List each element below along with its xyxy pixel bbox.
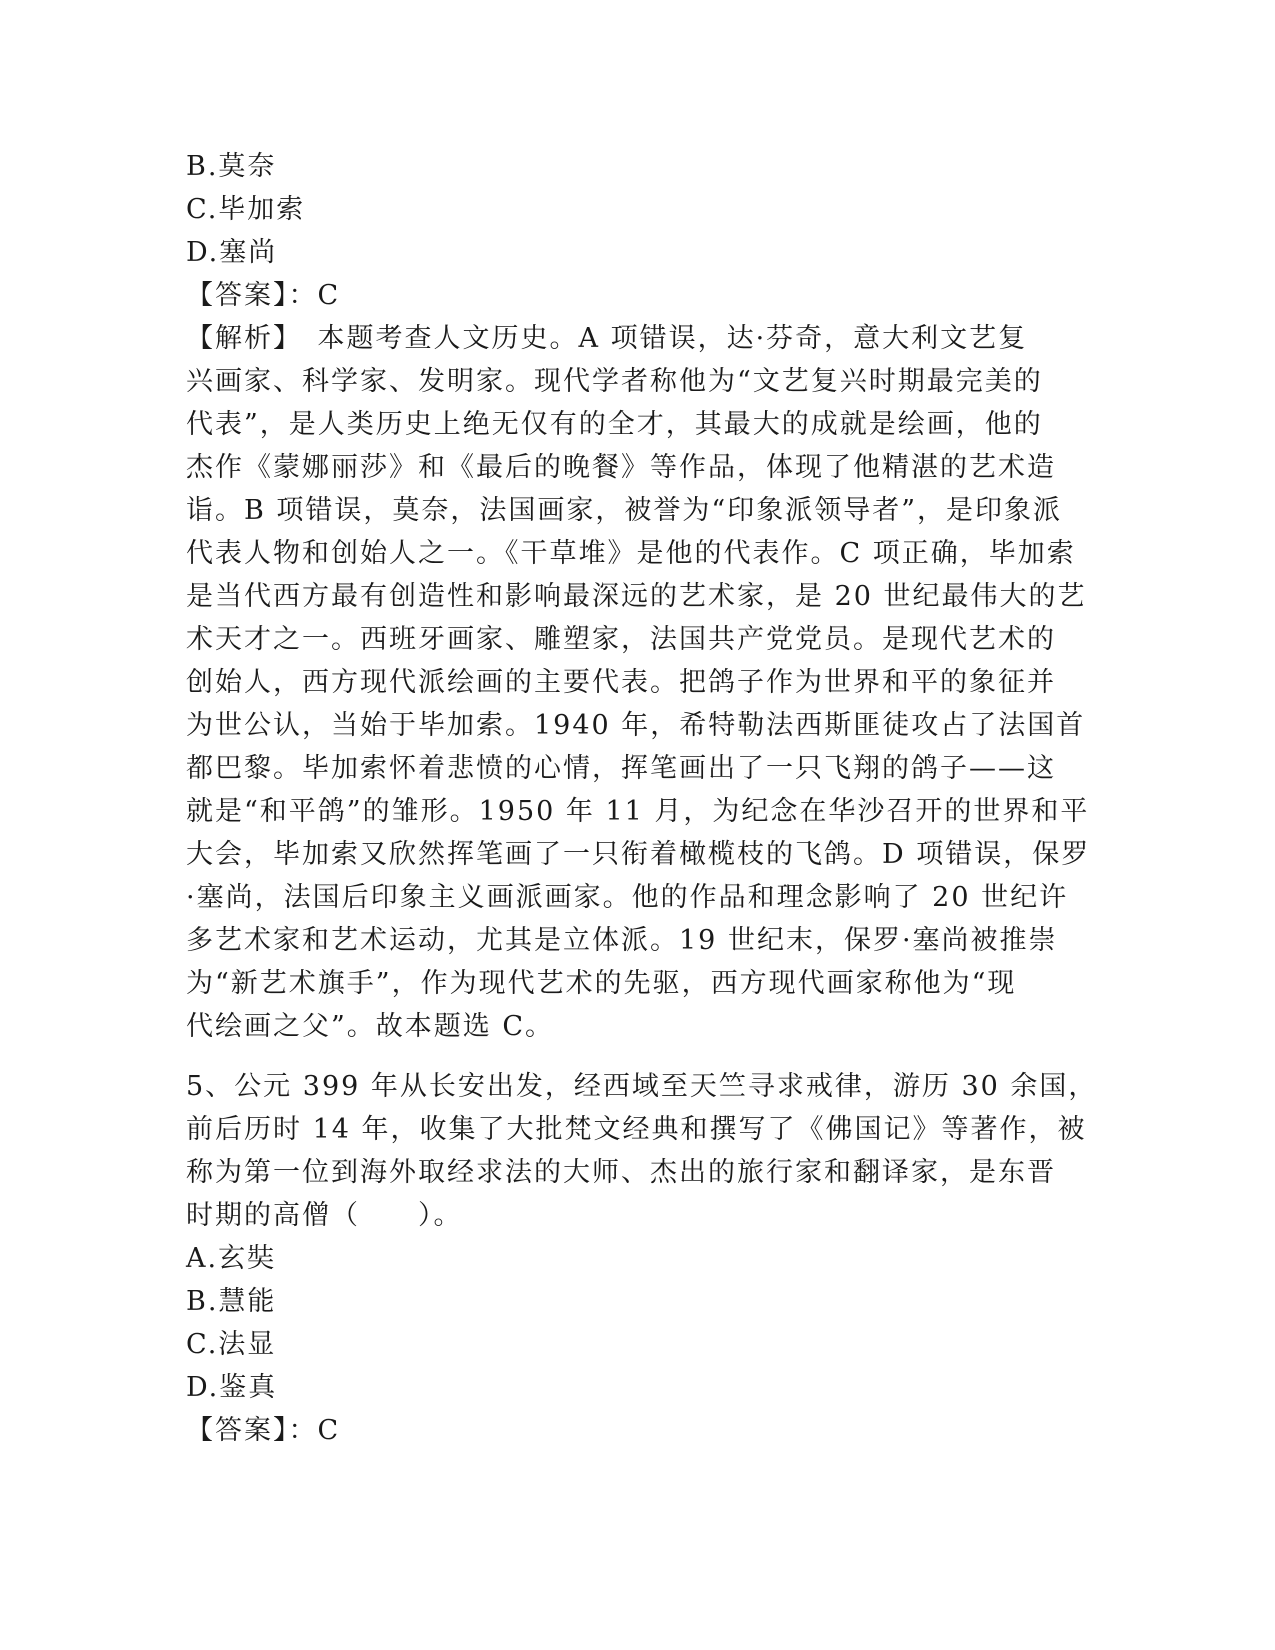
question-stem-line: 称为第一位到海外取经求法的大师、杰出的旅行家和翻译家，是东晋 — [186, 1157, 1056, 1188]
explanation-line: 杰作《蒙娜丽莎》和《最后的晚餐》等作品，体现了他精湛的艺术造 — [186, 452, 1056, 483]
answer-line: 【答案】：C — [186, 280, 341, 311]
answer-line: 【答案】：C — [186, 1415, 341, 1446]
option-c: C.毕加索 — [186, 194, 306, 225]
explanation-line: 是当代西方最有创造性和影响最深远的艺术家，是 20 世纪最伟大的艺 — [186, 581, 1087, 612]
question-stem-line: 5、公元 399 年从长安出发，经西域至天竺寻求戒律，游历 30 余国， — [186, 1071, 1098, 1102]
explanation-line: 多艺术家和艺术运动，尤其是立体派。19 世纪末，保罗·塞尚被推崇 — [186, 925, 1058, 956]
explanation-line: 代表人物和创始人之一。《干草堆》是他的代表作。C 项正确，毕加索 — [186, 538, 1076, 569]
option-c: C.法显 — [186, 1329, 277, 1360]
explanation-line: 代绘画之父”。故本题选 C。 — [186, 1011, 555, 1042]
option-d: D.鉴真 — [186, 1372, 278, 1403]
explanation-line: 为“新艺术旗手”，作为现代艺术的先驱，西方现代画家称他为“现 — [186, 968, 1017, 999]
explanation-line: 代表”，是人类历史上绝无仅有的全才，其最大的成就是绘画，他的 — [186, 409, 1043, 440]
explanation-line: 都巴黎。毕加索怀着悲愤的心情，挥笔画出了一只飞翔的鸽子——这 — [186, 753, 1056, 784]
question-stem-line: 前后历时 14 年，收集了大批梵文经典和撰写了《佛国记》等著作，被 — [186, 1114, 1087, 1145]
explanation-line: 诣。B 项错误，莫奈，法国画家，被誉为“印象派领导者”，是印象派 — [186, 495, 1063, 526]
explanation-line: 术天才之一。西班牙画家、雕塑家，法国共产党党员。是现代艺术的 — [186, 624, 1056, 655]
explanation-line: ·塞尚，法国后印象主义画派画家。他的作品和理念影响了 20 世纪许 — [186, 882, 1069, 913]
explanation-line: 大会，毕加索又欣然挥笔画了一只衔着橄榄枝的飞鸽。D 项错误，保罗 — [186, 839, 1091, 870]
option-b: B.慧能 — [186, 1286, 277, 1317]
explanation-line: 【解析】 本题考查人文历史。A 项错误，达·芬奇，意大利文艺复 — [186, 323, 1028, 354]
previous-question-block — [186, 145, 1091, 1048]
question-stem-line: 时期的高僧（ ）。 — [186, 1200, 463, 1231]
explanation-line: 创始人，西方现代派绘画的主要代表。把鸽子作为世界和平的象征并 — [186, 667, 1056, 698]
explanation-line: 兴画家、科学家、发明家。现代学者称他为“文艺复兴时期最完美的 — [186, 366, 1043, 397]
explanation-paragraph — [186, 317, 1091, 1048]
document-page — [186, 145, 1098, 1452]
option-a: A.玄奘 — [186, 1243, 277, 1274]
question-5-block — [186, 1065, 1098, 1452]
explanation-line: 为世公认，当始于毕加索。1940 年，希特勒法西斯匪徒攻占了法国首 — [186, 710, 1086, 741]
option-b: B.莫奈 — [186, 151, 277, 182]
explanation-line: 就是“和平鸽”的雏形。1950 年 11 月，为纪念在华沙召开的世界和平 — [186, 796, 1090, 827]
option-d: D.塞尚 — [186, 237, 278, 268]
